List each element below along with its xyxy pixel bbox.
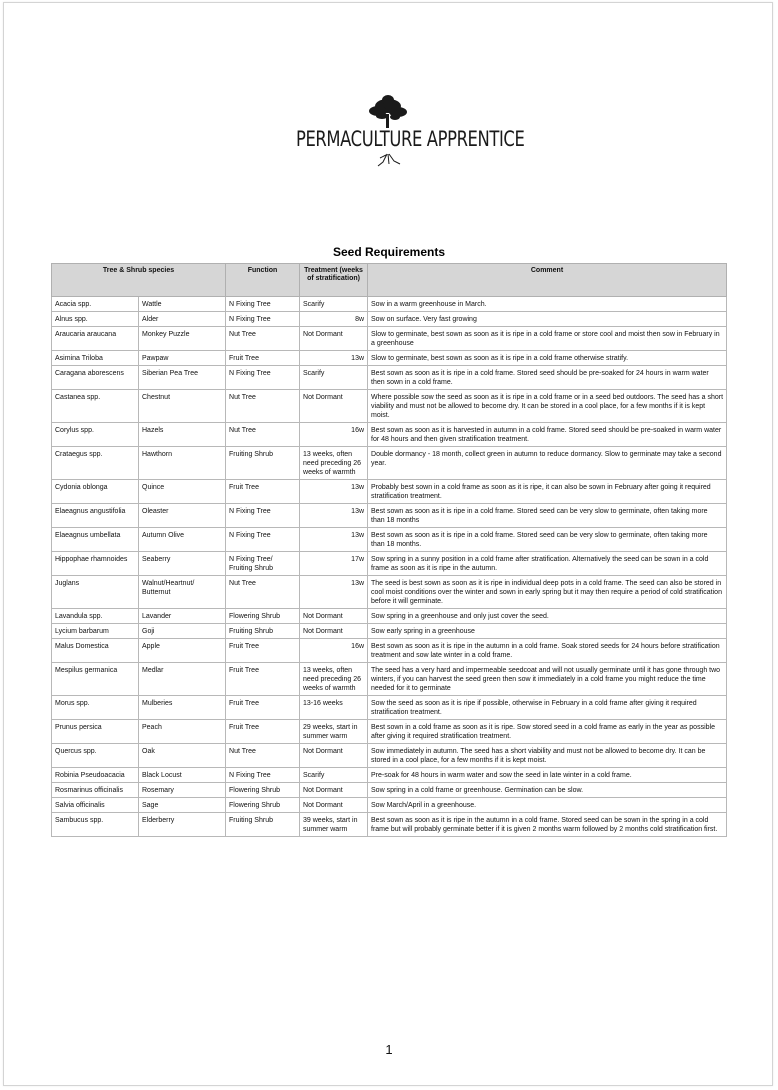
- comment-cell: Best sown as soon as it is ripe in a cold frame. Stored seed can be very slow to germinate, often taking more than 18 months.: [368, 528, 727, 552]
- species-common-cell: Hawthorn: [139, 447, 226, 480]
- treatment-cell: 39 weeks, start in summer warm: [300, 813, 368, 837]
- treatment-cell: 13w: [300, 504, 368, 528]
- page-number: 1: [385, 1042, 393, 1057]
- species-common-cell: Black Locust: [139, 768, 226, 783]
- function-cell: Nut Tree: [226, 423, 300, 447]
- function-cell: N Fixing Tree: [226, 312, 300, 327]
- species-common-cell: Rosemary: [139, 783, 226, 798]
- species-common-cell: Monkey Puzzle: [139, 327, 226, 351]
- function-cell: Nut Tree: [226, 576, 300, 609]
- table-row: [52, 390, 727, 423]
- species-common-cell: Lavander: [139, 609, 226, 624]
- treatment-cell: Not Dormant: [300, 390, 368, 423]
- function-cell: N Fixing Tree: [226, 768, 300, 783]
- species-latin-cell: Morus spp.: [52, 696, 139, 720]
- species-latin-cell: Lycium barbarum: [52, 624, 139, 639]
- header-species: Tree & Shrub species: [52, 264, 226, 297]
- species-common-cell: Wattle: [139, 297, 226, 312]
- species-latin-cell: Castanea spp.: [52, 390, 139, 423]
- treatment-cell: Not Dormant: [300, 783, 368, 798]
- function-cell: Fruit Tree: [226, 639, 300, 663]
- species-latin-cell: Alnus spp.: [52, 312, 139, 327]
- comment-cell: Slow to germinate, best sown as soon as it is ripe in a cold frame otherwise stratify.: [368, 351, 727, 366]
- table-row: [52, 447, 727, 480]
- species-common-cell: Quince: [139, 480, 226, 504]
- species-common-cell: Alder: [139, 312, 226, 327]
- function-cell: N Fixing Tree: [226, 528, 300, 552]
- treatment-cell: 13-16 weeks: [300, 696, 368, 720]
- function-cell: Fruit Tree: [226, 351, 300, 366]
- header-function: Function: [226, 264, 300, 297]
- species-latin-cell: Crataegus spp.: [52, 447, 139, 480]
- table-row: [52, 783, 727, 798]
- function-cell: Fruit Tree: [226, 696, 300, 720]
- treatment-cell: 17w: [300, 552, 368, 576]
- function-cell: Flowering Shrub: [226, 783, 300, 798]
- species-common-cell: Pawpaw: [139, 351, 226, 366]
- function-cell: N Fixing Tree: [226, 366, 300, 390]
- species-common-cell: Sage: [139, 798, 226, 813]
- species-common-cell: Hazels: [139, 423, 226, 447]
- species-common-cell: Seaberry: [139, 552, 226, 576]
- species-latin-cell: Caragana aborescens: [52, 366, 139, 390]
- species-latin-cell: Acacia spp.: [52, 297, 139, 312]
- species-common-cell: Siberian Pea Tree: [139, 366, 226, 390]
- species-latin-cell: Sambucus spp.: [52, 813, 139, 837]
- species-latin-cell: Robinia Pseudoacacia: [52, 768, 139, 783]
- function-cell: Fruit Tree: [226, 720, 300, 744]
- treatment-cell: 13w: [300, 480, 368, 504]
- comment-cell: Slow to germinate, best sown as soon as it is ripe in a cold frame or store cool and moist then sow in February in a greenhouse: [368, 327, 727, 351]
- function-cell: Fruiting Shrub: [226, 624, 300, 639]
- species-latin-cell: Elaeagnus angustifolia: [52, 504, 139, 528]
- species-latin-cell: Hippophae rhamnoides: [52, 552, 139, 576]
- table-row: [52, 480, 727, 504]
- comment-cell: Where possible sow the seed as soon as it is ripe in a cold frame or in a seed bed outdoors. The seed has a short viability and must not be allowed to become dry. It can be stored in a cool place, for a few months if it is kept moist.: [368, 390, 727, 423]
- comment-cell: Double dormancy - 18 month, collect green in autumn to reduce dormancy. Slow to germinate may take a second year.: [368, 447, 727, 480]
- function-cell: Fruiting Shrub: [226, 447, 300, 480]
- comment-cell: Best sown as soon as it is ripe in the autumn in a cold frame. Stored seed can be sown in the spring in a cold frame but will probably germinate better if it is given 2 months warm followed by 2 months cold stratification first.: [368, 813, 727, 837]
- comment-cell: Best sown as soon as it is ripe in a cold frame. Stored seed should be pre-soaked for 24 hours in warm water then sown in a cold frame.: [368, 366, 727, 390]
- table-row: [52, 504, 727, 528]
- function-cell: Fruit Tree: [226, 663, 300, 696]
- species-latin-cell: Mespilus germanica: [52, 663, 139, 696]
- species-common-cell: Oak: [139, 744, 226, 768]
- treatment-cell: 13 weeks, often need preceding 26 weeks of warmth: [300, 447, 368, 480]
- species-common-cell: Oleaster: [139, 504, 226, 528]
- table-row: [52, 663, 727, 696]
- species-common-cell: Walnut/Heartnut/ Butternut: [139, 576, 226, 609]
- comment-cell: Sow March/April in a greenhouse.: [368, 798, 727, 813]
- treatment-cell: 13w: [300, 528, 368, 552]
- comment-cell: Sow spring in a sunny position in a cold frame after stratification. Alternatively the seed can be sown in a cold frame as soon as it is ripe in the autumn.: [368, 552, 727, 576]
- species-common-cell: Chestnut: [139, 390, 226, 423]
- species-common-cell: Elderberry: [139, 813, 226, 837]
- logo: [270, 92, 525, 172]
- species-latin-cell: Araucaria araucana: [52, 327, 139, 351]
- treatment-cell: Scarify: [300, 768, 368, 783]
- function-cell: N Fixing Tree/ Fruiting Shrub: [226, 552, 300, 576]
- function-cell: Fruiting Shrub: [226, 813, 300, 837]
- header-treatment: Treatment (weeks of stratification): [300, 264, 368, 297]
- table-header-row: [52, 264, 727, 297]
- table-row: [52, 720, 727, 744]
- comment-cell: Best sown as soon as it is ripe in a cold frame. Stored seed can be very slow to germinate, often taking more than 18 months: [368, 504, 727, 528]
- table-row: [52, 327, 727, 351]
- table-row: [52, 609, 727, 624]
- comment-cell: Probably best sown in a cold frame as soon as it is ripe, it can also be sown in February after going it required stratification treatment.: [368, 480, 727, 504]
- treatment-cell: 16w: [300, 423, 368, 447]
- species-latin-cell: Quercus spp.: [52, 744, 139, 768]
- table-row: [52, 744, 727, 768]
- comment-cell: Sow early spring in a greenhouse: [368, 624, 727, 639]
- comment-cell: Sow on surface. Very fast growing: [368, 312, 727, 327]
- table-row: [52, 423, 727, 447]
- function-cell: Fruit Tree: [226, 480, 300, 504]
- treatment-cell: Not Dormant: [300, 624, 368, 639]
- table-row: [52, 297, 727, 312]
- species-common-cell: Peach: [139, 720, 226, 744]
- page-title: Seed Requirements: [332, 245, 446, 259]
- treatment-cell: Not Dormant: [300, 609, 368, 624]
- species-latin-cell: Corylus spp.: [52, 423, 139, 447]
- table-row: [52, 696, 727, 720]
- function-cell: Nut Tree: [226, 390, 300, 423]
- species-latin-cell: Salvia officinalis: [52, 798, 139, 813]
- table-row: [52, 552, 727, 576]
- treatment-cell: Scarify: [300, 297, 368, 312]
- function-cell: Nut Tree: [226, 327, 300, 351]
- function-cell: N Fixing Tree: [226, 504, 300, 528]
- table-row: [52, 351, 727, 366]
- treatment-cell: Scarify: [300, 366, 368, 390]
- species-latin-cell: Malus Domestica: [52, 639, 139, 663]
- table-row: [52, 639, 727, 663]
- species-latin-cell: Juglans: [52, 576, 139, 609]
- treatment-cell: 13w: [300, 576, 368, 609]
- comment-cell: Best sown in a cold frame as soon as it is ripe. Sow stored seed in a cold frame as early in the year as possible after giving it required stratification treatment.: [368, 720, 727, 744]
- table-row: [52, 813, 727, 837]
- treatment-cell: 13w: [300, 351, 368, 366]
- species-latin-cell: Lavandula spp.: [52, 609, 139, 624]
- table-row: [52, 366, 727, 390]
- treatment-cell: Not Dormant: [300, 744, 368, 768]
- function-cell: N Fixing Tree: [226, 297, 300, 312]
- comment-cell: Sow the seed as soon as it is ripe if possible, otherwise in February in a cold frame after giving it required stratification treatment.: [368, 696, 727, 720]
- treatment-cell: 16w: [300, 639, 368, 663]
- species-common-cell: Goji: [139, 624, 226, 639]
- species-common-cell: Mulberies: [139, 696, 226, 720]
- logo-text: PERMACULTURE APPRENTICE: [295, 127, 525, 151]
- species-common-cell: Apple: [139, 639, 226, 663]
- species-common-cell: Autumn Olive: [139, 528, 226, 552]
- function-cell: Flowering Shrub: [226, 798, 300, 813]
- table-row: [52, 798, 727, 813]
- treatment-cell: Not Dormant: [300, 798, 368, 813]
- species-common-cell: Medlar: [139, 663, 226, 696]
- comment-cell: Sow in a warm greenhouse in March.: [368, 297, 727, 312]
- table-row: [52, 312, 727, 327]
- table-row: [52, 576, 727, 609]
- table-row: [52, 624, 727, 639]
- function-cell: Flowering Shrub: [226, 609, 300, 624]
- comment-cell: Best sown as soon as it is ripe in the autumn in a cold frame. Soak stored seeds for 24 hours before stratification treatment and sow late winter in a cold frame.: [368, 639, 727, 663]
- comment-cell: The seed is best sown as soon as it is ripe in individual deep pots in a cold frame. The seed can also be stored in cool moist conditions over the winter and sown in early spring but it may then require a period of cold stratification before it will germinate.: [368, 576, 727, 609]
- function-cell: Nut Tree: [226, 744, 300, 768]
- species-latin-cell: Rosmarinus officinalis: [52, 783, 139, 798]
- comment-cell: Best sown as soon as it is harvested in autumn in a cold frame. Stored seed should be pre-soaked in warm water for 48 hours and then given stratification treatment.: [368, 423, 727, 447]
- seed-requirements-table: [51, 263, 727, 837]
- comment-cell: Sow spring in a greenhouse and only just cover the seed.: [368, 609, 727, 624]
- treatment-cell: 29 weeks, start in summer warm: [300, 720, 368, 744]
- species-latin-cell: Asimina Triloba: [52, 351, 139, 366]
- treatment-cell: 13 weeks, often need preceding 26 weeks of warmth: [300, 663, 368, 696]
- comment-cell: Sow spring in a cold frame or greenhouse. Germination can be slow.: [368, 783, 727, 798]
- table-row: [52, 768, 727, 783]
- treatment-cell: 8w: [300, 312, 368, 327]
- comment-cell: Pre-soak for 48 hours in warm water and sow the seed in late winter in a cold frame.: [368, 768, 727, 783]
- comment-cell: The seed has a very hard and impermeable seedcoat and will not usually germinate until it has gone through two winters, if you can harvest the seed green then sow it immediately in a cold frame you might reduce the time needed for it to germinate: [368, 663, 727, 696]
- header-comment: Comment: [368, 264, 727, 297]
- table-row: [52, 528, 727, 552]
- species-latin-cell: Prunus persica: [52, 720, 139, 744]
- species-latin-cell: Cydonia oblonga: [52, 480, 139, 504]
- treatment-cell: Not Dormant: [300, 327, 368, 351]
- species-latin-cell: Elaeagnus umbellata: [52, 528, 139, 552]
- comment-cell: Sow immediately in autumn. The seed has a short viability and must not be allowed to become dry. It can be stored in a cool place, for a few months if it is kept moist.: [368, 744, 727, 768]
